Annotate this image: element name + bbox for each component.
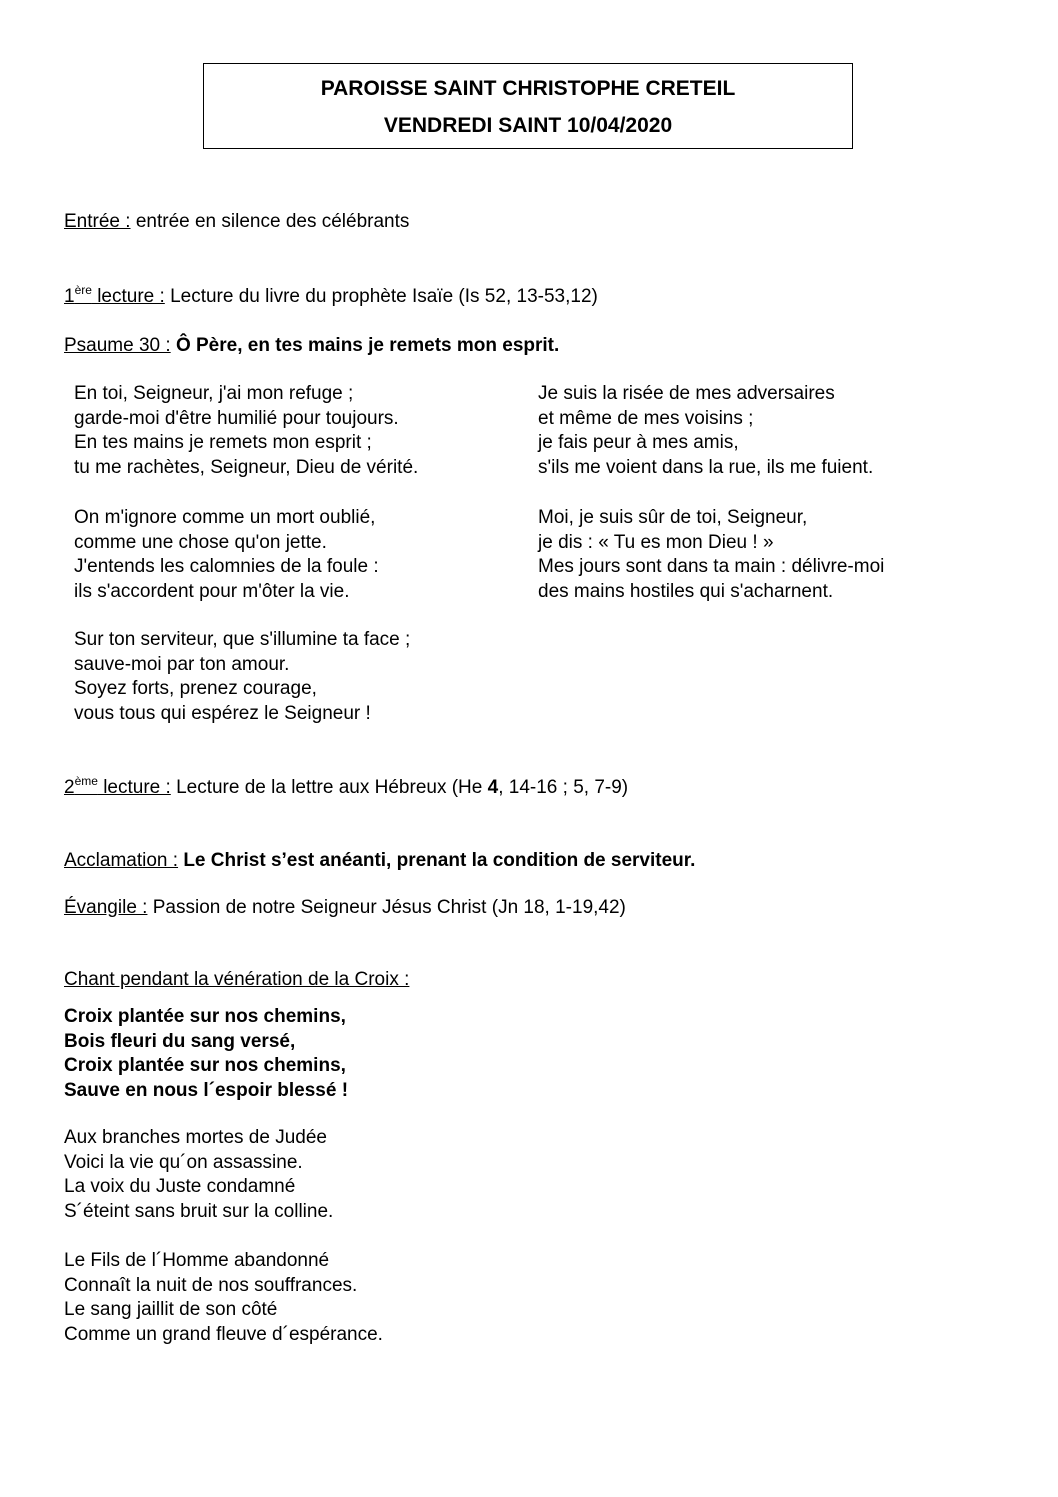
verse-line: et même de mes voisins ; [538, 407, 754, 429]
verse-line: des mains hostiles qui s'acharnent. [538, 580, 834, 602]
lecture2-label: lecture : [97, 777, 171, 798]
lecture1-section [64, 285, 598, 310]
refrain-line: Croix plantée sur nos chemins, [64, 1006, 346, 1027]
chant-stanza-2 [64, 1249, 383, 1347]
verse-line: Aux branches mortes de Judée [64, 1127, 327, 1148]
entree-label: Entrée : [64, 211, 131, 232]
verse-line: je dis : « Tu es mon Dieu ! » [538, 531, 774, 553]
psaume-refrain: Ô Père, en tes mains je remets mon esprit. [170, 335, 560, 356]
verse-line: En toi, Seigneur, j'ai mon refuge ; [74, 383, 354, 404]
verse-line: s'ils me voient dans la rue, ils me fuient. [538, 456, 874, 478]
refrain-line: Bois fleuri du sang versé, [64, 1030, 296, 1052]
acclamation-label: Acclamation : [64, 850, 179, 871]
header-box [203, 63, 853, 149]
refrain-line: Sauve en nous l´espoir blessé ! [64, 1079, 349, 1101]
verse-line: Connaît la nuit de nos souffrances. [64, 1274, 358, 1296]
lecture2-text-start: Lecture de la lettre aux Hébreux (He [170, 777, 488, 798]
verse-line: Mes jours sont dans ta main : délivre-moi [538, 556, 885, 577]
evangile-text: Passion de notre Seigneur Jésus Christ (Jn 18, 1-19,42) [147, 897, 626, 918]
psaume-left-stanza-2 [74, 506, 379, 604]
acclamation-section [64, 849, 695, 874]
verse-line: J'entends les calomnies de la foule : [74, 556, 379, 577]
verse-line: sauve-moi par ton amour. [74, 653, 290, 675]
lecture2-text-end: , 14-16 ; 5, 7-9) [498, 777, 629, 798]
verse-line: S´éteint sans bruit sur la colline. [64, 1200, 334, 1222]
verse-line: Comme un grand fleuve d´espérance. [64, 1323, 383, 1345]
verse-line: On m'ignore comme un mort oublié, [74, 507, 376, 528]
evangile-label: Évangile : [64, 897, 148, 918]
verse-line: Moi, je suis sûr de toi, Seigneur, [538, 507, 808, 528]
service-date-title: VENDREDI SAINT 10/04/2020 [383, 114, 673, 137]
verse-line: Le Fils de l´Homme abandonné [64, 1250, 330, 1271]
chant-section [64, 968, 409, 993]
verse-line: Soyez forts, prenez courage, [74, 678, 317, 699]
chant-label: Chant pendant la vénération de la Croix : [64, 969, 410, 990]
lecture2-number: 2 [64, 777, 75, 798]
verse-line: ils s'accordent pour m'ôter la vie. [74, 580, 350, 602]
verse-line: je fais peur à mes amis, [538, 432, 739, 453]
verse-line: En tes mains je remets mon esprit ; [74, 432, 372, 453]
lecture1-text: Lecture du livre du prophète Isaïe (Is 52, 13-53,12) [164, 286, 598, 307]
psaume-section [64, 334, 559, 359]
psaume-left-stanza-1 [74, 382, 418, 480]
verse-line: Je suis la risée de mes adversaires [538, 383, 835, 404]
lecture1-label: lecture : [91, 286, 165, 307]
lecture2-section [64, 776, 628, 801]
chant-stanza-1 [64, 1126, 333, 1224]
evangile-section [64, 896, 626, 921]
verse-line: Le sang jaillit de son côté [64, 1299, 278, 1320]
refrain-line: Croix plantée sur nos chemins, [64, 1055, 346, 1076]
psaume-right-stanza-2 [538, 506, 884, 604]
chant-refrain [64, 1005, 348, 1103]
entree-section [64, 210, 409, 235]
parish-title: PAROISSE SAINT CHRISTOPHE CRETEIL [320, 77, 736, 100]
lecture1-number: 1 [64, 286, 75, 307]
psaume-label: Psaume 30 : [64, 335, 171, 356]
entree-text: entrée en silence des célébrants [130, 211, 410, 232]
lecture2-superscript: ème [74, 774, 98, 788]
verse-line: Sur ton serviteur, que s'illumine ta face ; [74, 629, 411, 650]
verse-line: garde-moi d'être humilié pour toujours. [74, 407, 399, 429]
psaume-right-stanza-1 [538, 382, 873, 480]
psaume-left-stanza-3 [74, 628, 410, 726]
verse-line: La voix du Juste condamné [64, 1176, 296, 1197]
lecture1-superscript: ère [74, 283, 92, 297]
verse-line: comme une chose qu'on jette. [74, 531, 327, 553]
acclamation-text: Le Christ s’est anéanti, prenant la condition de serviteur. [178, 850, 696, 871]
lecture2-bold-chapter: 4 [487, 777, 499, 798]
verse-line: tu me rachètes, Seigneur, Dieu de vérité. [74, 456, 419, 478]
verse-line: vous tous qui espérez le Seigneur ! [74, 702, 371, 724]
verse-line: Voici la vie qu´on assassine. [64, 1151, 303, 1173]
